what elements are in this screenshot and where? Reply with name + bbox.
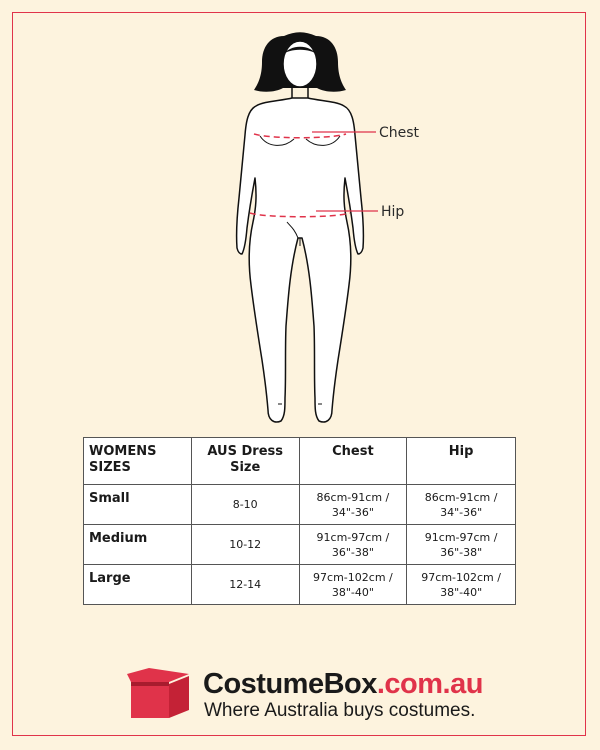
aus-size-cell: 8-10	[191, 485, 299, 525]
brand-name: CostumeBox	[203, 668, 377, 700]
header-hip: Hip	[407, 438, 516, 485]
costumebox-logo-icon	[127, 668, 193, 720]
brand-wordmark	[203, 668, 483, 701]
chest-value-cell: 91cm-97cm / 36"-38"	[299, 525, 407, 565]
table-row	[84, 485, 516, 525]
brand-tagline: Where Australia buys costumes.	[204, 700, 476, 721]
hip-callout-label: Hip	[381, 204, 405, 220]
brand-domain: .com.au	[376, 668, 483, 700]
table-row	[84, 565, 516, 605]
table-header-row	[84, 438, 516, 485]
chest-value-cell: 97cm-102cm / 38"-40"	[299, 565, 407, 605]
hip-value-cell: 97cm-102cm / 38"-40"	[407, 565, 516, 605]
hip-value-cell: 86cm-91cm / 34"-36"	[407, 485, 516, 525]
aus-size-cell: 12-14	[191, 565, 299, 605]
header-chest: Chest	[299, 438, 407, 485]
size-name-cell: Large	[84, 565, 192, 605]
header-womens-sizes: WOMENS SIZES	[84, 438, 192, 485]
size-name-cell: Small	[84, 485, 192, 525]
size-chart-table	[83, 437, 516, 605]
aus-size-cell: 10-12	[191, 525, 299, 565]
body-outline	[237, 98, 364, 422]
table-row	[84, 525, 516, 565]
header-aus-dress-size: AUS Dress Size	[191, 438, 299, 485]
chest-callout-label: Chest	[379, 125, 420, 141]
hip-value-cell: 91cm-97cm / 36"-38"	[407, 525, 516, 565]
chest-value-cell: 86cm-91cm / 34"-36"	[299, 485, 407, 525]
size-name-cell: Medium	[84, 525, 192, 565]
